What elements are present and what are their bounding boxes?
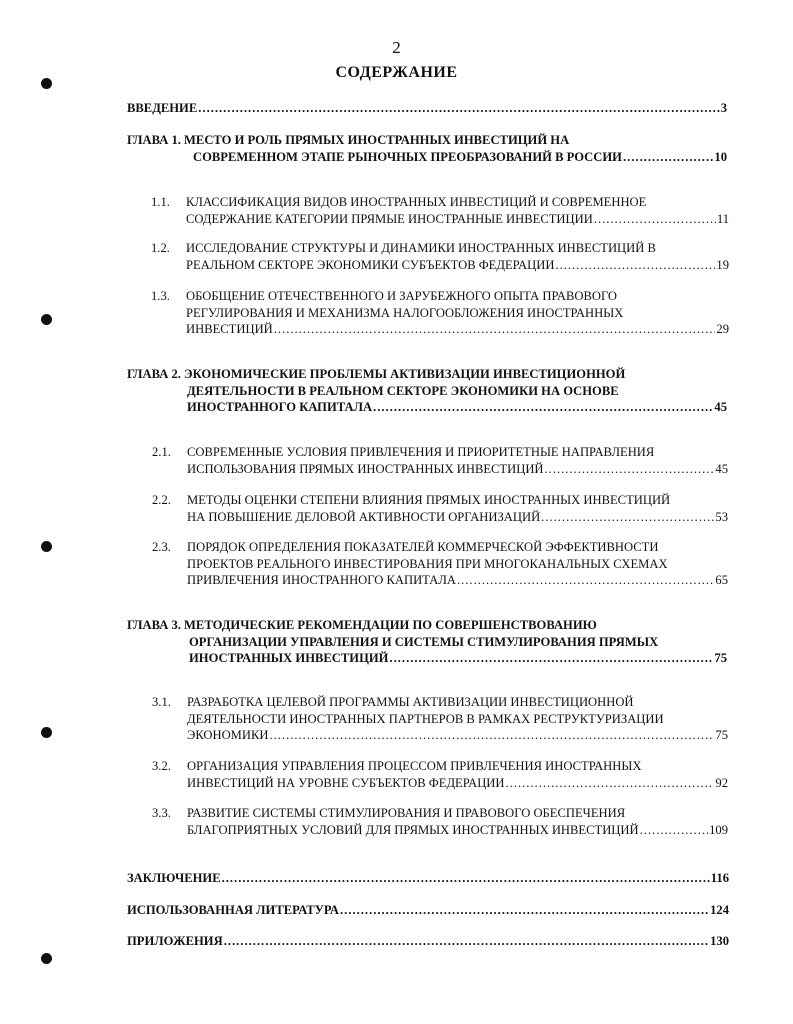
toc-entry-conclusion: ЗАКЛЮЧЕНИЕ ..... 116: [127, 870, 729, 887]
section-number: 2.1.: [152, 445, 171, 459]
binder-hole: [41, 78, 52, 89]
toc-entry-introduction: ВВЕДЕНИЕ ..... 3: [127, 100, 727, 117]
section-number: 3.2.: [152, 759, 171, 773]
section-number: 2.2.: [152, 493, 171, 507]
binder-hole: [41, 953, 52, 964]
toc-entry-section-2-3: ПОРЯДОК ОПРЕДЕЛЕНИЯ ПОКАЗАТЕЛЕЙ КОММЕРЧЕСКОЙ ЭФФЕКТИВНОСТИ ПРОЕКТОВ РЕАЛЬНОГО ИНВЕСТИРОВАНИЯ ПРИ МНОГОКАНАЛЬНЫХ СХЕМАХ ПРИВЛЕЧЕНИЯ ИНОСТРАННОГО КАПИТАЛА ..... 65: [187, 539, 728, 589]
section-number: 3.1.: [152, 695, 171, 709]
section-number: 1.1.: [151, 195, 170, 209]
section-number: 1.3.: [151, 289, 170, 303]
toc-entry-section-1-1: КЛАССИФИКАЦИЯ ВИДОВ ИНОСТРАННЫХ ИНВЕСТИЦИЙ И СОВРЕМЕННОЕ СОДЕРЖАНИЕ КАТЕГОРИИ ПРЯМЫЕ ИНОСТРАННЫЕ ИНВЕСТИЦИИ ..... 11: [186, 194, 729, 227]
section-number: 1.2.: [151, 241, 170, 255]
toc-entry-appendices: ПРИЛОЖЕНИЯ ..... 130: [127, 933, 729, 950]
section-number: 2.3.: [152, 540, 171, 554]
toc-entry-chapter-3: ГЛАВА 3. МЕТОДИЧЕСКИЕ РЕКОМЕНДАЦИИ ПО СОВЕРШЕНСТВОВАНИЮ ОРГАНИЗАЦИИ УПРАВЛЕНИЯ И СИСТЕМЫ СТИМУЛИРОВАНИЯ ПРЯМЫХ ИНОСТРАННЫХ ИНВЕСТИЦИЙ ..... 75: [127, 617, 727, 667]
page-title: СОДЕРЖАНИЕ: [335, 64, 458, 81]
toc-entry-section-3-3: РАЗВИТИЕ СИСТЕМЫ СТИМУЛИРОВАНИЯ И ПРАВОВОГО ОБЕСПЕЧЕНИЯ БЛАГОПРИЯТНЫХ УСЛОВИЙ ДЛЯ ПРЯМЫХ ИНОСТРАННЫХ ИНВЕСТИЦИЙ ..... 109: [187, 805, 728, 838]
toc-entry-section-3-2: ОРГАНИЗАЦИЯ УПРАВЛЕНИЯ ПРОЦЕССОМ ПРИВЛЕЧЕНИЯ ИНОСТРАННЫХ ИНВЕСТИЦИЙ НА УРОВНЕ СУБЪЕКТОВ ФЕДЕРАЦИИ ..... 92: [187, 758, 728, 791]
binder-hole: [41, 314, 52, 325]
toc-entry-section-2-1: СОВРЕМЕННЫЕ УСЛОВИЯ ПРИВЛЕЧЕНИЯ И ПРИОРИТЕТНЫЕ НАПРАВЛЕНИЯ ИСПОЛЬЗОВАНИЯ ПРЯМЫХ ИНОСТРАННЫХ ИНВЕСТИЦИЙ ..... 45: [187, 444, 728, 477]
binder-hole: [41, 541, 52, 552]
toc-entry-section-2-2: МЕТОДЫ ОЦЕНКИ СТЕПЕНИ ВЛИЯНИЯ ПРЯМЫХ ИНОСТРАННЫХ ИНВЕСТИЦИЙ НА ПОВЫШЕНИЕ ДЕЛОВОЙ АКТИВНОСТИ ОРГАНИЗАЦИЙ ..... 53: [187, 492, 728, 525]
toc-entry-section-1-2: ИССЛЕДОВАНИЕ СТРУКТУРЫ И ДИНАМИКИ ИНОСТРАННЫХ ИНВЕСТИЦИЙ В РЕАЛЬНОМ СЕКТОРЕ ЭКОНОМИКИ СУБЪЕКТОВ ФЕДЕРАЦИИ ..... 19: [186, 240, 729, 273]
toc-entry-references: ИСПОЛЬЗОВАННАЯ ЛИТЕРАТУРА ..... 124: [127, 902, 729, 919]
toc-entry-chapter-1: ГЛАВА 1. МЕСТО И РОЛЬ ПРЯМЫХ ИНОСТРАННЫХ ИНВЕСТИЦИЙ НА СОВРЕМЕННОМ ЭТАПЕ РЫНОЧНЫХ ПРЕОБРАЗОВАНИЙ В РОССИИ ..... 10: [127, 132, 727, 165]
section-number: 3.3.: [152, 806, 171, 820]
page-number: 2: [392, 38, 401, 57]
toc-entry-section-1-3: ОБОБЩЕНИЕ ОТЕЧЕСТВЕННОГО И ЗАРУБЕЖНОГО ОПЫТА ПРАВОВОГО РЕГУЛИРОВАНИЯ И МЕХАНИЗМА НАЛОГООБЛОЖЕНИЯ ИНОСТРАННЫХ ИНВЕСТИЦИЙ ..... 29: [186, 288, 729, 338]
binder-hole: [41, 727, 52, 738]
toc-entry-section-3-1: РАЗРАБОТКА ЦЕЛЕВОЙ ПРОГРАММЫ АКТИВИЗАЦИИ ИНВЕСТИЦИОННОЙ ДЕЯТЕЛЬНОСТИ ИНОСТРАННЫХ ПАРТНЕРОВ В РАМКАХ РЕСТРУКТУРИЗАЦИИ ЭКОНОМИКИ ..... 75: [187, 694, 728, 744]
toc-entry-chapter-2: ГЛАВА 2. ЭКОНОМИЧЕСКИЕ ПРОБЛЕМЫ АКТИВИЗАЦИИ ИНВЕСТИЦИОННОЙ ДЕЯТЕЛЬНОСТИ В РЕАЛЬНОМ СЕКТОРЕ ЭКОНОМИКИ НА ОСНОВЕ ИНОСТРАННОГО КАПИТАЛА ..... 45: [127, 366, 727, 416]
